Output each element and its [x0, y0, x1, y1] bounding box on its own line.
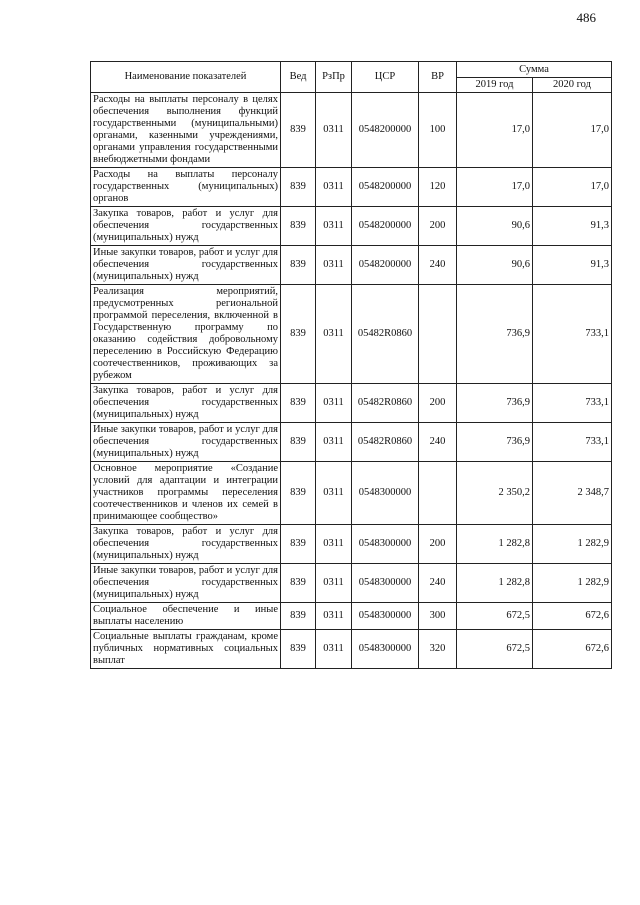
- row-rzpr: 0311: [316, 630, 352, 669]
- row-ved: 839: [281, 207, 316, 246]
- header-vr: ВР: [419, 62, 457, 93]
- table-row: [91, 462, 612, 525]
- header-sum: Сумма: [457, 62, 612, 78]
- row-ved: 839: [281, 384, 316, 423]
- row-vr: 300: [419, 603, 457, 630]
- header-2019: 2019 год: [457, 78, 533, 93]
- row-sum-2019: 1 282,8: [457, 564, 533, 603]
- row-ved: 839: [281, 462, 316, 525]
- table-row: [91, 630, 612, 669]
- row-csr: 0548200000: [352, 93, 419, 168]
- row-rzpr: 0311: [316, 423, 352, 462]
- row-csr: 05482R0860: [352, 423, 419, 462]
- row-csr: 0548300000: [352, 462, 419, 525]
- row-sum-2020: 733,1: [533, 423, 612, 462]
- row-csr: 0548200000: [352, 207, 419, 246]
- row-rzpr: 0311: [316, 168, 352, 207]
- header-rzpr: РзПр: [316, 62, 352, 93]
- row-vr: 200: [419, 207, 457, 246]
- row-name: Иные закупки товаров, работ и услуг для обеспечения государственных (муниципальных) нужд: [91, 564, 281, 603]
- row-ved: 839: [281, 603, 316, 630]
- row-csr: 0548300000: [352, 630, 419, 669]
- row-sum-2020: 2 348,7: [533, 462, 612, 525]
- row-vr: 240: [419, 423, 457, 462]
- row-sum-2019: 2 350,2: [457, 462, 533, 525]
- row-rzpr: 0311: [316, 285, 352, 384]
- row-name: Реализация мероприятий, предусмотренных региональной программой переселения, включенной в Государственную программу по оказанию содействия добровольному переселению в Российскую Федерацию соотечественников, проживающих за рубежом: [91, 285, 281, 384]
- table-row: [91, 246, 612, 285]
- row-ved: 839: [281, 564, 316, 603]
- table-row: [91, 207, 612, 246]
- table-row: [91, 423, 612, 462]
- row-sum-2019: 672,5: [457, 603, 533, 630]
- row-sum-2019: 17,0: [457, 168, 533, 207]
- row-name: Расходы на выплаты персоналу в целях обеспечения выполнения функций государственными (муниципальными) органами, казенными учреждениями, органами управления государственными внебюджетными фондами: [91, 93, 281, 168]
- table-row: [91, 603, 612, 630]
- row-csr: 0548300000: [352, 525, 419, 564]
- row-sum-2020: 1 282,9: [533, 564, 612, 603]
- row-ved: 839: [281, 246, 316, 285]
- row-sum-2020: 672,6: [533, 603, 612, 630]
- row-ved: 839: [281, 168, 316, 207]
- row-sum-2019: 1 282,8: [457, 525, 533, 564]
- row-rzpr: 0311: [316, 384, 352, 423]
- row-sum-2020: 1 282,9: [533, 525, 612, 564]
- row-ved: 839: [281, 423, 316, 462]
- row-csr: 0548200000: [352, 246, 419, 285]
- row-sum-2020: 672,6: [533, 630, 612, 669]
- row-vr: [419, 462, 457, 525]
- row-name: Основное мероприятие «Создание условий для адаптации и интеграции участников программы переселения соотечественников и членов их семей в принимающее сообщество»: [91, 462, 281, 525]
- page-number: 486: [576, 10, 596, 25]
- row-sum-2019: 736,9: [457, 384, 533, 423]
- row-name: Закупка товаров, работ и услуг для обеспечения государственных (муниципальных) нужд: [91, 207, 281, 246]
- row-ved: 839: [281, 93, 316, 168]
- row-name: Закупка товаров, работ и услуг для обеспечения государственных (муниципальных) нужд: [91, 384, 281, 423]
- row-rzpr: 0311: [316, 93, 352, 168]
- row-sum-2020: 17,0: [533, 93, 612, 168]
- row-csr: 05482R0860: [352, 384, 419, 423]
- row-rzpr: 0311: [316, 564, 352, 603]
- row-csr: 0548300000: [352, 603, 419, 630]
- row-sum-2019: 90,6: [457, 207, 533, 246]
- row-rzpr: 0311: [316, 207, 352, 246]
- row-sum-2020: 17,0: [533, 168, 612, 207]
- row-vr: [419, 285, 457, 384]
- row-sum-2020: 91,3: [533, 207, 612, 246]
- row-ved: 839: [281, 630, 316, 669]
- row-sum-2019: 90,6: [457, 246, 533, 285]
- header-ved: Вед: [281, 62, 316, 93]
- row-sum-2020: 91,3: [533, 246, 612, 285]
- row-vr: 120: [419, 168, 457, 207]
- row-name: Социальные выплаты гражданам, кроме публичных нормативных социальных выплат: [91, 630, 281, 669]
- row-ved: 839: [281, 525, 316, 564]
- row-name: Расходы на выплаты персоналу государственных (муниципальных) органов: [91, 168, 281, 207]
- budget-table: [90, 61, 612, 669]
- row-sum-2020: 733,1: [533, 384, 612, 423]
- row-rzpr: 0311: [316, 525, 352, 564]
- row-sum-2019: 736,9: [457, 285, 533, 384]
- row-vr: 200: [419, 525, 457, 564]
- row-csr: 05482R0860: [352, 285, 419, 384]
- table-body: [91, 93, 612, 669]
- row-csr: 0548200000: [352, 168, 419, 207]
- header-name: Наименование показателей: [91, 62, 281, 93]
- table-row: [91, 285, 612, 384]
- row-vr: 320: [419, 630, 457, 669]
- table-row: [91, 525, 612, 564]
- row-vr: 200: [419, 384, 457, 423]
- row-csr: 0548300000: [352, 564, 419, 603]
- row-rzpr: 0311: [316, 462, 352, 525]
- row-name: Закупка товаров, работ и услуг для обеспечения государственных (муниципальных) нужд: [91, 525, 281, 564]
- row-vr: 100: [419, 93, 457, 168]
- row-name: Социальное обеспечение и иные выплаты населению: [91, 603, 281, 630]
- row-sum-2019: 17,0: [457, 93, 533, 168]
- header-2020: 2020 год: [533, 78, 612, 93]
- row-name: Иные закупки товаров, работ и услуг для обеспечения государственных (муниципальных) нужд: [91, 246, 281, 285]
- row-rzpr: 0311: [316, 246, 352, 285]
- table-row: [91, 168, 612, 207]
- table-row: [91, 93, 612, 168]
- header-csr: ЦСР: [352, 62, 419, 93]
- table-row: [91, 564, 612, 603]
- row-name: Иные закупки товаров, работ и услуг для обеспечения государственных (муниципальных) нужд: [91, 423, 281, 462]
- row-sum-2019: 736,9: [457, 423, 533, 462]
- row-rzpr: 0311: [316, 603, 352, 630]
- row-sum-2019: 672,5: [457, 630, 533, 669]
- row-vr: 240: [419, 246, 457, 285]
- row-sum-2020: 733,1: [533, 285, 612, 384]
- table-row: [91, 384, 612, 423]
- row-ved: 839: [281, 285, 316, 384]
- row-vr: 240: [419, 564, 457, 603]
